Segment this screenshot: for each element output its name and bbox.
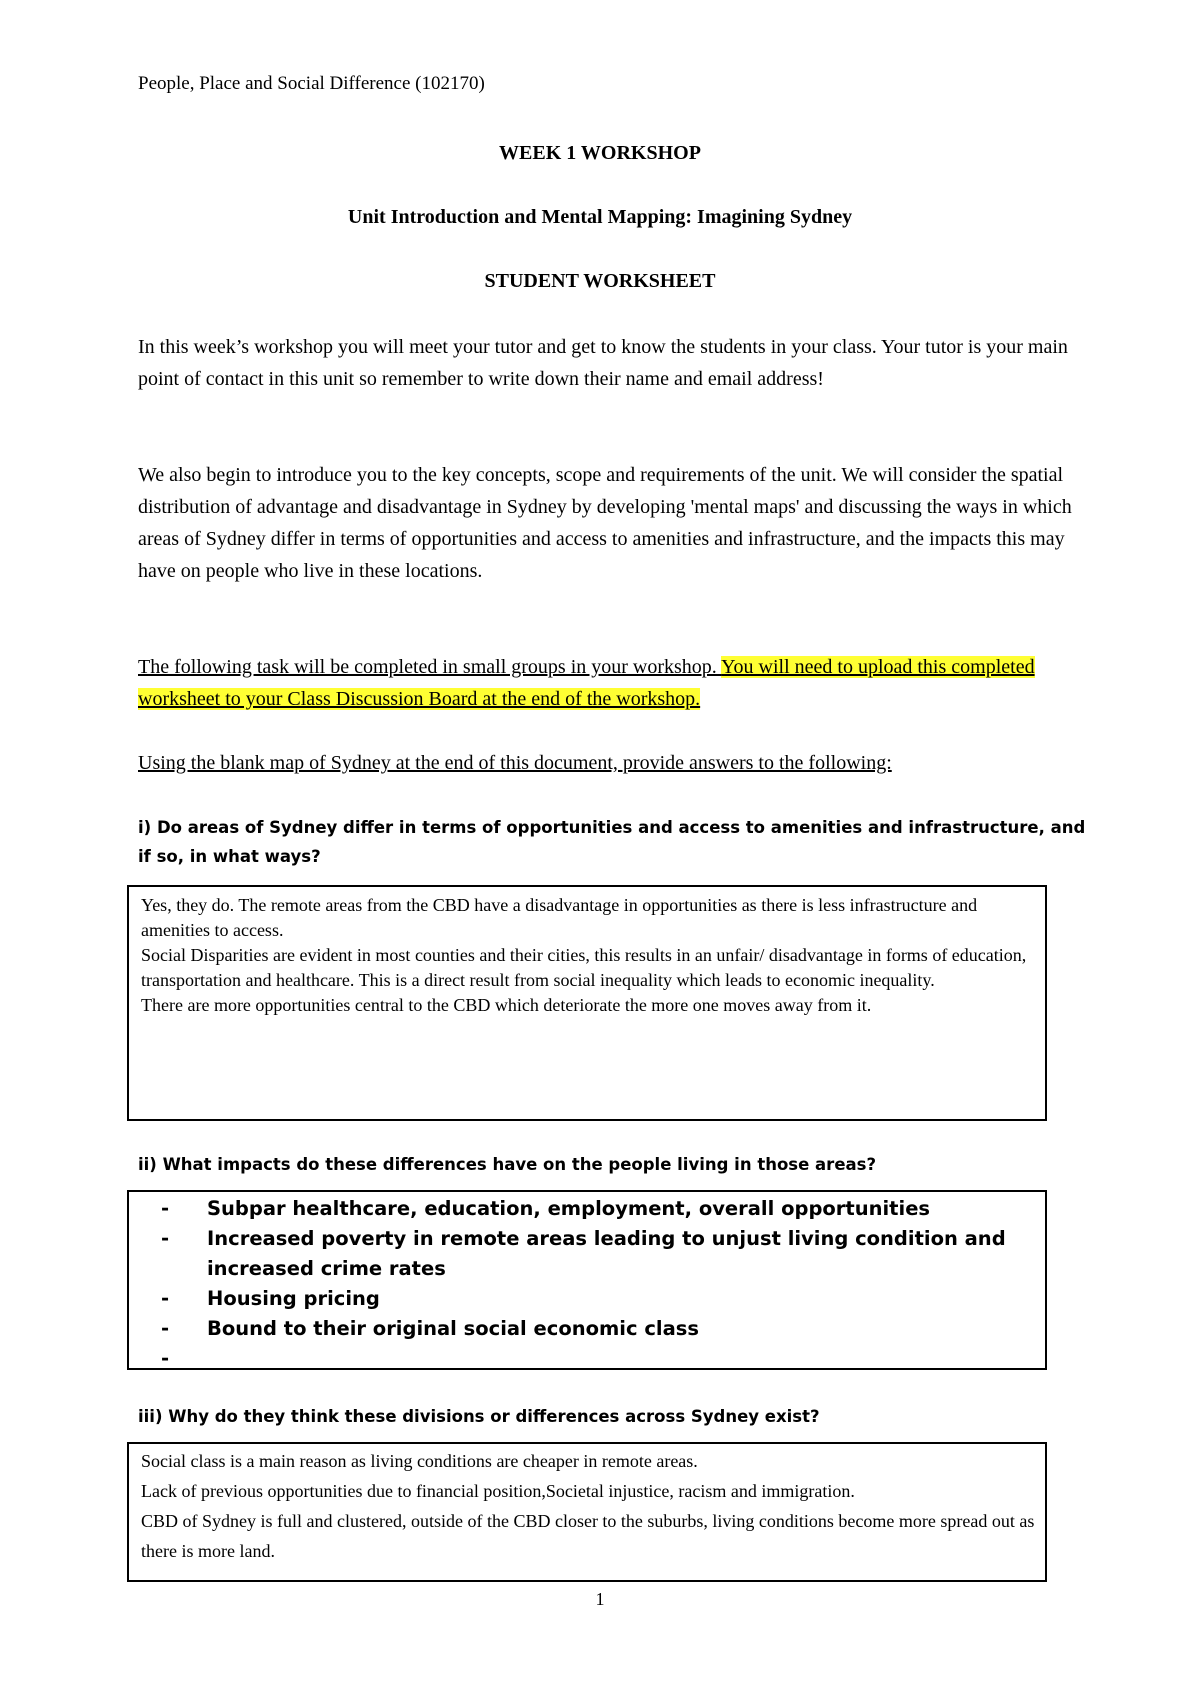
answer-box-1[interactable]	[127, 885, 1047, 1121]
question-1-label: i) Do areas of Sydney differ in terms of opportunities and access to amenities and infrastructure, and if so, in what ways?	[138, 818, 1086, 866]
answer-box-2[interactable]	[127, 1190, 1047, 1370]
task-note-highlight: You will need to upload this completed worksheet to your Class Discussion Board at the end of the workshop.	[138, 656, 1035, 710]
task-note-text: The following task will be completed in small groups in your workshop.	[138, 656, 722, 678]
bullet-dash: -	[161, 1347, 170, 1370]
answer-2-list	[129, 1192, 1045, 1370]
page-number: 1	[595, 1589, 605, 1609]
answer-3-line: Social class is a main reason as living conditions are cheaper in remote areas.	[141, 1451, 698, 1471]
answer-3-text	[129, 1444, 1045, 1566]
instruction-text: Using the blank map of Sydney at the end of this document, provide answers to the following:	[138, 752, 892, 774]
answer-1-line: Yes, they do. The remote areas from the CBD have a disadvantage in opportunities as there is less infrastructure and amenities to access.	[141, 895, 978, 940]
document-subtitle: Unit Introduction and Mental Mapping: Imagining Sydney	[347, 206, 853, 228]
list-item: - Housing pricing	[161, 1284, 1033, 1314]
bullet-dash: -	[161, 1317, 170, 1340]
running-header: People, Place and Social Difference (102170)	[138, 73, 485, 94]
list-item: - Increased poverty in remote areas leading to unjust living condition and increased crime rates	[161, 1224, 1033, 1284]
answer-1-line: There are more opportunities central to the CBD which deteriorate the more one moves away from it.	[141, 995, 872, 1015]
question-2-label: ii) What impacts do these differences have on the people living in those areas?	[138, 1155, 877, 1174]
intro-paragraph-2: We also begin to introduce you to the key concepts, scope and requirements of the unit. We will consider the spatial distribution of advantage and disadvantage in Sydney by developing 'mental maps' and discussing the ways in which areas of Sydney differ in terms of opportunities and access to amenities and infrastructure, and the impacts this may have on people who live in these locations.	[138, 464, 1072, 582]
answer-1-line: Social Disparities are evident in most counties and their cities, this results in an unfair/ disadvantage in forms of education, transportation and healthcare. This is a direct result from social inequality which leads to economic inequality.	[141, 945, 1027, 990]
answer-box-3[interactable]	[127, 1442, 1047, 1582]
list-item: - Bound to their original social economic class	[161, 1314, 1033, 1344]
bullet-dash: -	[161, 1287, 170, 1310]
bullet-dash: -	[161, 1197, 170, 1220]
list-item: - Subpar healthcare, education, employment, overall opportunities	[161, 1194, 1033, 1224]
answer-3-line: Lack of previous opportunities due to financial position,Societal injustice, racism and immigration.	[141, 1481, 855, 1501]
bullet-dash: -	[161, 1227, 170, 1250]
intro-paragraph-1: In this week’s workshop you will meet your tutor and get to know the students in your class. Your tutor is your main point of contact in this unit so remember to write down their name and email address!	[138, 336, 1068, 390]
task-note	[138, 651, 1078, 715]
question-3-label: iii) Why do they think these divisions or differences across Sydney exist?	[138, 1407, 820, 1426]
worksheet-label: STUDENT WORKSHEET	[484, 270, 716, 292]
answer-1-text	[129, 887, 1045, 1018]
answer-3-line: CBD of Sydney is full and clustered, outside of the CBD closer to the suburbs, living conditions become more spread out as there is more land.	[141, 1511, 1035, 1561]
document-title: WEEK 1 WORKSHOP	[499, 142, 701, 164]
